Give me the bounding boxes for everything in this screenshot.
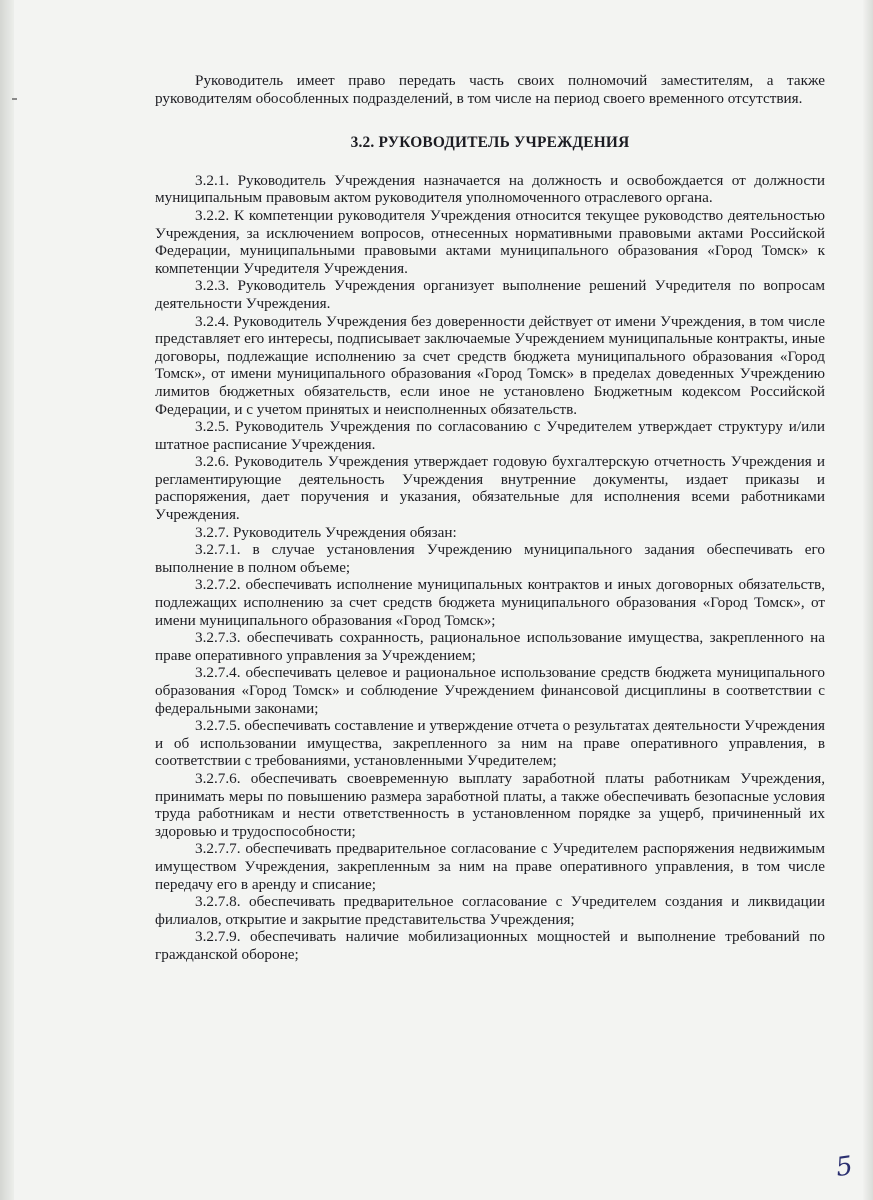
intro-paragraph: Руководитель имеет право передать часть своих полномочий заместителям, а также руководителям обособленных подразделений, в том числе на период своего временного отсутствия. <box>155 72 825 107</box>
paragraph-3-2-7-5: 3.2.7.5. обеспечивать составление и утверждение отчета о результатах деятельности Учреждения и об использовании имущества, закрепленного за ним на праве оперативного управления, в соответствии с требованиями, установленными Учредителем; <box>155 717 825 770</box>
paragraph-3-2-7-3: 3.2.7.3. обеспечивать сохранность, рациональное использование имущества, закрепленного на праве оперативного управления за Учреждением; <box>155 629 825 664</box>
paragraph-3-2-2: 3.2.2. К компетенции руководителя Учреждения относится текущее руководство деятельностью Учреждения, за исключением вопросов, отнесенных нормативными правовыми актами Российской Федерации, муниципальными правовыми актами муниципального образования «Город Томск» к компетенции Учредителя Учреждения. <box>155 206 825 277</box>
paragraph-3-2-1: 3.2.1. Руководитель Учреждения назначается на должность и освобождается от должности муниципальным правовым актом руководителя уполномоченного отраслевого органа. <box>155 171 825 207</box>
paragraph-3-2-7-2: 3.2.7.2. обеспечивать исполнение муниципальных контрактов и иных договорных обязательств, подлежащих исполнению за счет средств бюджета муниципального образования «Город Томск», от имени муниципального образования «Город Томск»; <box>155 576 825 629</box>
handwritten-page-number: 5 <box>833 1150 855 1184</box>
paragraph-3-2-7-4: 3.2.7.4. обеспечивать целевое и рациональное использование средств бюджета муниципального образования «Город Томск» и соблюдение Учреждением финансовой дисциплины в соответствии с федеральными законами; <box>155 664 825 717</box>
paragraph-3-2-7: 3.2.7. Руководитель Учреждения обязан: <box>195 523 457 541</box>
scan-edge-right <box>863 0 873 1200</box>
paragraph-3-2-7-8: 3.2.7.8. обеспечивать предварительное согласование с Учредителем создания и ликвидации филиалов, открытие и закрытие представительства Учреждения; <box>155 893 825 928</box>
paragraph-3-2-7-6: 3.2.7.6. обеспечивать своевременную выплату заработной платы работникам Учреждения, принимать меры по повышению размера заработной платы, а также обеспечивать безопасные условия труда работникам и нести ответственность в установленном порядке за ущерб, причиненный их здоровью и трудоспособности; <box>155 769 825 840</box>
scan-mark <box>12 98 17 100</box>
document-page <box>155 72 825 964</box>
paragraph-3-2-3: 3.2.3. Руководитель Учреждения организует выполнение решений Учредителя по вопросам деятельности Учреждения. <box>155 277 825 312</box>
paragraph-3-2-7-9: 3.2.7.9. обеспечивать наличие мобилизационных мощностей и выполнение требований по гражданской обороне; <box>155 928 825 963</box>
paragraph-3-2-7-7: 3.2.7.7. обеспечивать предварительное согласование с Учредителем распоряжения недвижимым имуществом Учреждения, закрепленным за ним на праве оперативного управления, в том числе передачу его в аренду и списание; <box>155 840 825 893</box>
scan-edge-left <box>0 0 14 1200</box>
section-heading: 3.2. РУКОВОДИТЕЛЬ УЧРЕЖДЕНИЯ <box>350 134 630 152</box>
paragraph-3-2-5: 3.2.5. Руководитель Учреждения по согласованию с Учредителем утверждает структуру и/или штатное расписание Учреждения. <box>155 418 825 453</box>
paragraph-3-2-4: 3.2.4. Руководитель Учреждения без доверенности действует от имени Учреждения, в том числе представляет его интересы, подписывает заключаемые Учреждением муниципальные контракты, иные договоры, подлежащие исполнению за счет средств бюджета муниципального образования «Город Томск», от имени муниципального образования «Город Томск» в пределах доведенных Учреждению лимитов бюджетных обязательств, если иное не установлено Бюджетным кодексом Российской Федерации, и с учетом принятых и неисполненных обязательств. <box>155 312 825 418</box>
paragraph-3-2-6: 3.2.6. Руководитель Учреждения утверждает годовую бухгалтерскую отчетность Учреждения и регламентирующие деятельность Учреждения внутренние документы, издает приказы и распоряжения, дает поручения и указания, обязательные для исполнения всеми работниками Учреждения. <box>155 453 825 524</box>
paragraph-3-2-7-1: 3.2.7.1. в случае установления Учреждению муниципального задания обеспечивать его выполнение в полном объеме; <box>155 541 825 576</box>
